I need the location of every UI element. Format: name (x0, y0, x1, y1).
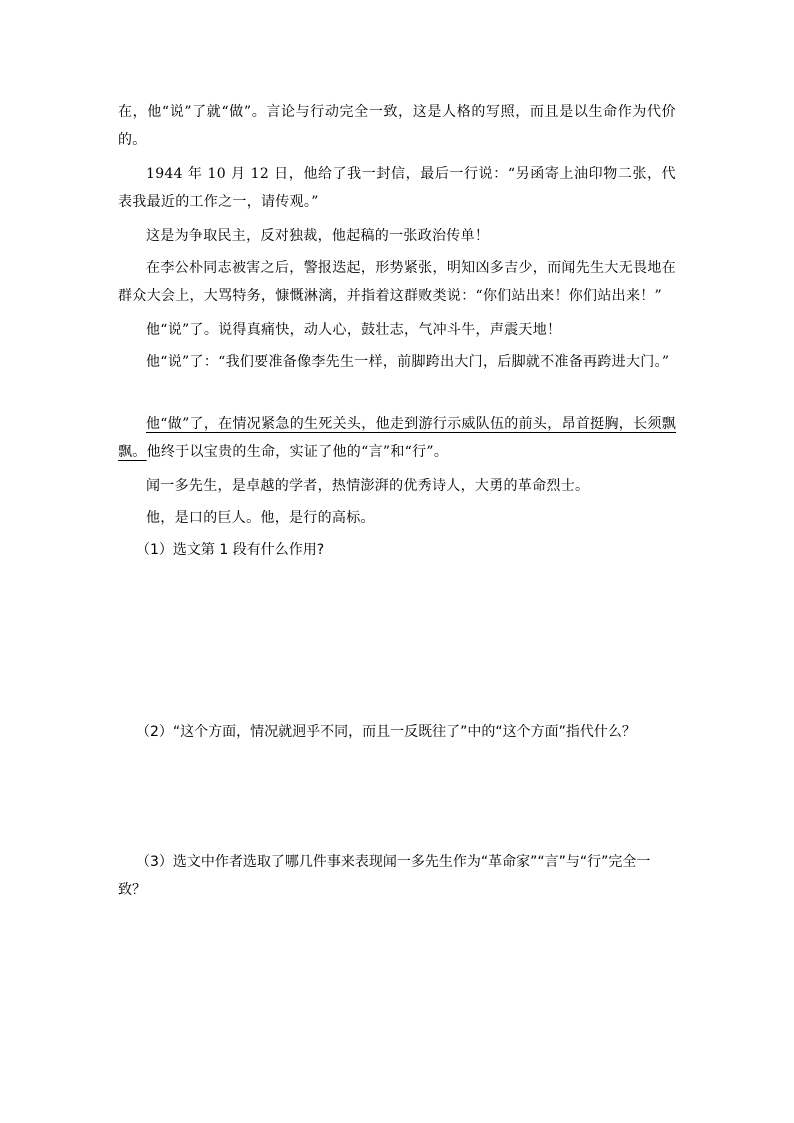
question-2: （2）“这个方面，情况就迥乎不同，而且一反既往了”中的“这个方面”指代什么？ (136, 724, 636, 740)
question-3: （3）选文中作者选取了哪几件事来表现闻一多先生作为“革命家”“言”与“行”完全一致？ (118, 854, 651, 898)
passage-paragraph-5: 他“说”了。说得真痛快，动人心，鼓壮志，气冲斗牛，声震天地！ (146, 322, 562, 338)
passage-paragraph-1: 在，他“说”了就“做”。言论与行动完全一致，这是人格的写照，而且是以生命作为代价的。 (118, 104, 676, 148)
passage-paragraph-3: 这是为争取民主，反对独裁，他起稿的一张政治传单！ (146, 228, 490, 244)
paragraph-7-rest: 他终于以宝贵的生命，实证了他的“言”和“行”。 (146, 444, 449, 460)
underlined-sentence: 他“做”了，在情况紧急的生死关头，他走到游行示威队伍的前头，昂首挺胸，长须飘飘。 (118, 416, 676, 460)
passage-paragraph-6: 他“说”了：“我们要准备像李先生一样，前脚跨出大门，后脚就不准备再跨进大门。” (146, 354, 670, 370)
question-1: （1）选文第 1 段有什么作用? (136, 542, 325, 558)
passage-paragraph-2: 1944 年 10 月 12 日，他给了我一封信，最后一行说：“另函寄上油印物二张，代表我最近的工作之一，请传观。” (118, 166, 676, 210)
passage-paragraph-4: 在李公朴同志被害之后，警报迭起，形势紧张，明知凶多吉少，而闻先生大无畏地在群众大会上，大骂特务，慷慨淋漓，并指着这群败类说：“你们站出来！你们站出来！” (118, 260, 676, 304)
passage-paragraph-8: 闻一多先生，是卓越的学者，热情澎湃的优秀诗人，大勇的革命烈士。 (146, 478, 590, 494)
passage-paragraph-7 (118, 410, 676, 466)
passage-paragraph-9: 他，是口的巨人。他，是行的高标。 (146, 510, 375, 526)
